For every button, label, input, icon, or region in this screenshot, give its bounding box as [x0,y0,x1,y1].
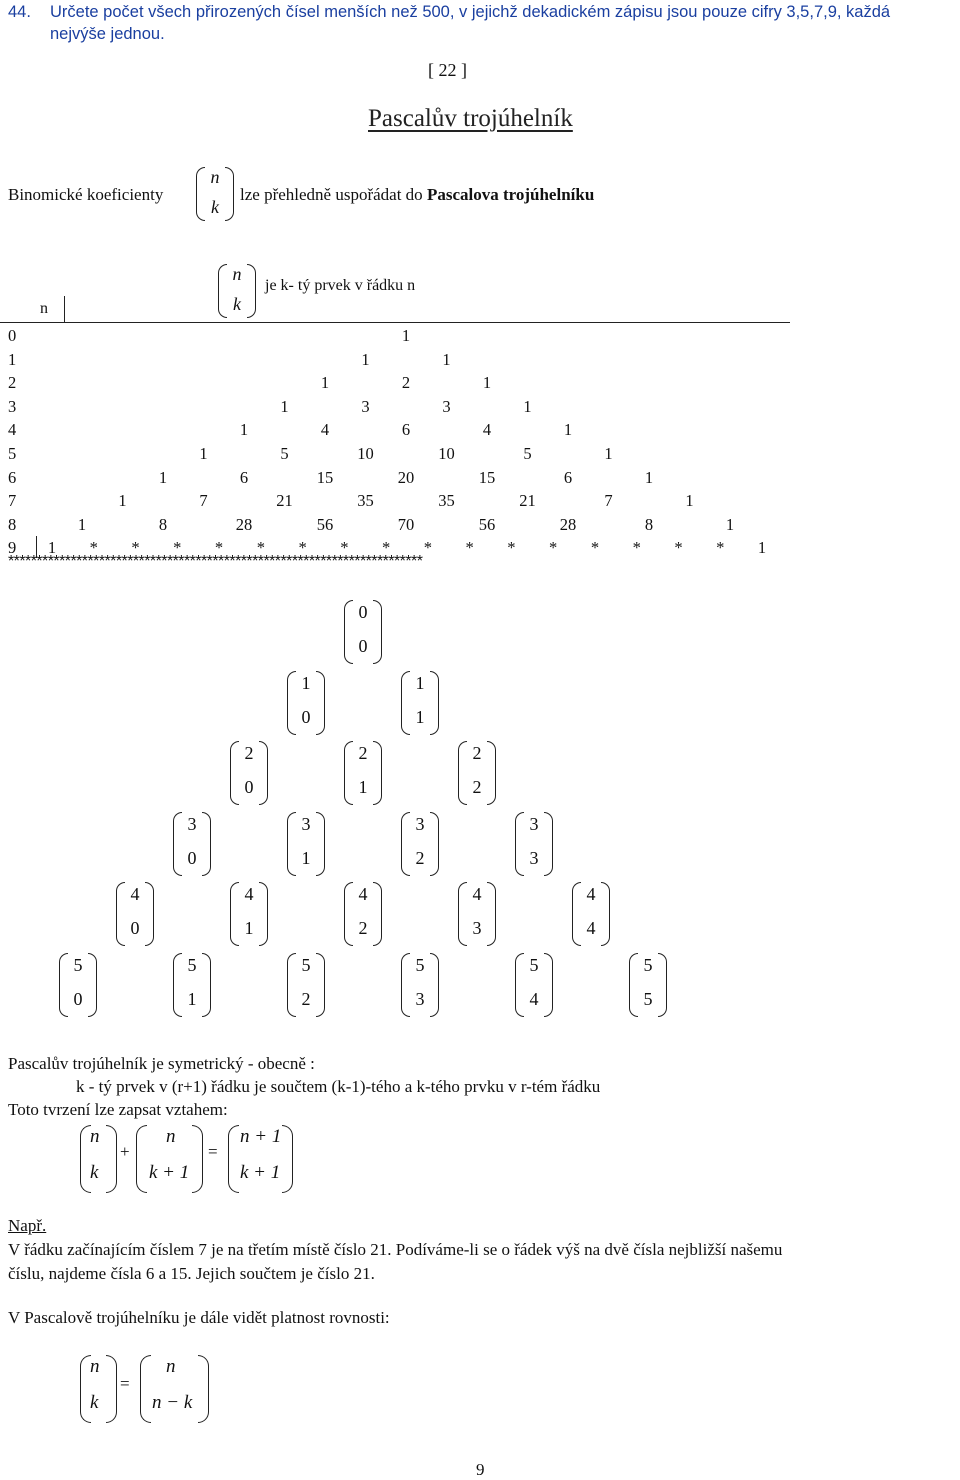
triangle-cell: 70 [397,514,415,534]
binomial-coefficient [629,951,667,1017]
triangle-cell: 1 [199,444,208,463]
table-top-rule [0,322,790,323]
binomial-bottom: 1 [244,918,254,938]
triangle-cell: * [256,538,265,558]
page-number: 9 [476,1460,485,1479]
f1-c-top: n + 1 [240,1126,282,1147]
binomial-top: 3 [187,813,197,834]
binomial-top: 4 [358,884,368,904]
triangle-cell: 1 [685,491,694,511]
triangle-cell: 35 [438,491,455,511]
triangle-row-label: 3 [8,396,17,416]
f1-a-top: n [90,1126,100,1147]
header-n-label: n [40,300,48,317]
triangle-cell: 28 [235,514,253,534]
triangle-cell: 28 [559,514,577,534]
binomial-coefficient [401,951,439,1017]
triangle-cell: 3 [361,396,370,416]
triangle-cell: * [465,538,474,558]
binomial-coefficient [458,739,496,805]
binomial-bottom: 0 [73,988,83,1009]
binomial-top: 4 [130,884,140,904]
triangle-cell: 1 [361,349,370,369]
f1-a-bottom: k [90,1162,99,1183]
binomial-coefficient [173,951,211,1017]
binomial-top: 1 [301,672,311,693]
triangle-cell: * [632,538,641,558]
triangle-row-label: 9 [8,538,17,558]
binomial-top: 5 [643,954,653,975]
problem-text-line1: Určete počet všech přirozených čísel menších než 500, v jejichž dekadickém zápisu jsou pouze cifry 3,5,7,9, každá [50,3,891,21]
binomial-top: 3 [301,813,311,834]
triangle-cell: 1 [725,514,735,534]
f2-equals: = [120,1374,130,1393]
triangle-cell: 1 [320,373,330,393]
f1-b-top: n [166,1126,176,1147]
triangle-cell: 5 [280,444,289,463]
binomial-top: 0 [358,602,368,622]
section-title: Pascalův trojúhelník [368,105,573,132]
triangle-cell: 6 [563,467,573,487]
triangle-cell: 1 [604,444,613,463]
triangle-cell: 21 [519,491,536,511]
binomial-bottom: 3 [472,918,482,938]
binomial-coefficient [116,880,154,946]
triangle-cell: 56 [478,514,496,534]
header-description: je k- tý prvek v řádku n [265,277,416,294]
binomial-coefficient [287,669,325,735]
example-line1: V řádku začínajícím číslem 7 je na třetím místě číslo 21. Podíváme-li se o řádek výš na dvě čísla nejbližší našemu [8,1240,783,1259]
binomial-top: 3 [529,813,539,834]
intro-text [240,185,594,205]
f1-c-bottom: k + 1 [240,1162,281,1183]
triangle-cell: 1 [482,373,492,393]
triangle-cell: * [674,538,683,558]
triangle-cell: * [173,538,182,558]
triangle-cell: 1 [757,538,767,558]
binomial-coefficient [515,810,553,876]
triangle-cell: * [131,538,140,558]
triangle-cell: 4 [320,420,330,440]
triangle-row-label: 1 [8,349,17,369]
intro-text-plain: lze přehledně uspořádat do [240,185,427,204]
triangle-row-label: 6 [8,467,17,487]
triangle-cell: 1 [401,326,411,345]
triangle-cell: 15 [478,467,496,487]
binomial-top: 5 [301,954,311,975]
binomial-bottom: 2 [301,988,311,1009]
binomial-top: 5 [529,954,539,975]
header-binom-bottom: k [233,294,241,314]
triangle-cell: 1 [77,514,87,534]
f1-plus: + [120,1142,130,1161]
problem-answer: [ 22 ] [428,60,467,80]
binomial-bottom: 0 [244,777,254,797]
triangle-row-label: 0 [8,326,17,345]
triangle-cell: 3 [442,396,451,416]
header-binom-top: n [232,264,242,284]
triangle-row-label: 4 [8,420,17,440]
binomial-coefficient [458,880,496,946]
binomial-bottom: 1 [187,988,197,1009]
binomial-bottom: 2 [358,918,368,938]
binomial-coefficient [230,880,268,946]
intro-binomial [196,165,234,223]
triangle-row-label: 5 [8,444,17,463]
f1-equals: = [208,1142,218,1161]
binomial-top: 2 [358,743,368,763]
f2-a-top: n [90,1356,100,1377]
intro-text-bold: Pascalova trojúhelníku [426,185,595,204]
example-label: Např. [8,1216,47,1235]
triangle-cell: 20 [397,467,415,487]
binomial-coefficient [59,951,97,1017]
example-line2: číslu, najdeme čísla 6 a 15. Jejich součtem je číslo 21. [8,1264,375,1283]
triangle-cell: 1 [523,396,532,416]
binomial-top: 1 [415,672,425,693]
triangle-cell: * [340,538,349,558]
binomial-bottom: 2 [415,847,425,868]
triangle-row-label: 2 [8,373,17,393]
triangle-cell: 21 [276,491,293,511]
triangle-cell: 1 [280,396,289,416]
triangle-cell: 6 [401,420,411,440]
triangle-cell: * [716,538,725,558]
header-divider [64,296,65,322]
f2-b-bottom: n − k [152,1392,193,1413]
intro-lead: Binomické koeficienty [8,185,164,204]
triangle-cell: * [590,538,600,558]
binomial-coefficient [401,669,439,735]
triangle-cell: 7 [199,491,208,511]
binomial-coefficient [287,951,325,1017]
triangle-cell: * [214,538,224,558]
binomial-top: 4 [586,884,596,904]
header-binomial [218,262,256,320]
binomial-bottom: 3 [529,847,539,868]
binomial-top: 3 [415,813,425,834]
triangle-cell: 6 [239,467,249,487]
separator-line: ************************************************************************* [8,553,423,570]
binomial-bottom: 4 [586,918,596,938]
problem-number: 44. [8,3,31,21]
binomial-coefficient [287,810,325,876]
f1-b-bottom: k + 1 [149,1162,190,1183]
f2-a-bottom: k [90,1392,99,1413]
intro-binom-bottom: k [211,197,219,217]
intro-binom-top: n [210,167,220,187]
triangle-cell: * [507,538,516,558]
symmetry-line3: Toto tvrzení lze zapsat vztahem: [8,1100,228,1119]
triangle-cell: 4 [482,420,492,440]
binomial-top: 4 [472,884,482,904]
problem-text-line2: nejvýše jednou. [50,25,165,43]
triangle-cell: 1 [118,491,127,511]
triangle-cell: 2 [401,373,411,393]
triangle-cell: * [381,538,391,558]
triangle-cell: 1 [644,467,654,487]
binomial-coefficient [344,739,382,805]
binomial-top: 5 [415,954,425,975]
triangle-cell: * [89,538,98,558]
triangle-cell: 10 [438,444,455,463]
triangle-cell: 15 [316,467,334,487]
triangle-cell: * [549,538,558,558]
binomial-bottom: 1 [358,777,368,797]
triangle-row-label: 7 [8,491,17,511]
triangle-cell: 1 [442,349,451,369]
binomial-bottom: 1 [301,847,311,868]
f2-b-top: n [166,1356,176,1377]
triangle-row-label: 8 [8,514,17,534]
triangle-cell: 8 [644,514,654,534]
binomial-bottom: 0 [187,847,197,868]
binomial-bottom: 1 [415,706,425,727]
binomial-coefficient [572,880,610,946]
triangle-cell: 7 [604,491,613,511]
binomial-bottom: 2 [472,777,482,797]
binomial-bottom: 0 [130,918,140,938]
binomial-bottom: 3 [415,988,425,1009]
symmetry-line1: Pascalův trojúhelník je symetrický - obecně : [8,1054,315,1073]
triangle-cell: 56 [316,514,334,534]
triangle-cell: 5 [523,444,532,463]
binomial-coefficient [344,880,382,946]
binomial-top: 4 [244,884,254,904]
binomial-bottom: 0 [358,636,368,656]
triangle-cell: 1 [47,538,57,558]
binomial-coefficient [344,598,382,664]
binomial-top: 2 [472,743,482,763]
symmetry-line2: k - tý prvek v (r+1) řádku je součtem (k-1)-tého a k-tého prvku v r-tém řádku [76,1077,601,1096]
binomial-bottom: 0 [301,706,311,727]
binomial-bottom: 5 [643,988,653,1009]
binomial-top: 5 [187,954,197,975]
triangle-cell: 1 [563,420,573,440]
triangle-cell: 35 [357,491,374,511]
binomial-coefficient [515,951,553,1017]
binomial-coefficient [230,739,268,805]
triangle-cell: * [298,538,307,558]
triangle-cell: * [423,538,432,558]
binomial-top: 2 [244,743,254,763]
binomial-coefficient [173,810,211,876]
binomial-top: 5 [73,954,83,975]
validity-text: V Pascalově trojúhelníku je dále vidět platnost rovnosti: [8,1308,390,1327]
binomial-coefficient [401,810,439,876]
triangle-cell: 8 [158,514,168,534]
binomial-bottom: 4 [529,988,539,1009]
triangle-cell: 10 [357,444,374,463]
triangle-cell: 1 [158,467,168,487]
triangle-cell: 1 [239,420,249,440]
